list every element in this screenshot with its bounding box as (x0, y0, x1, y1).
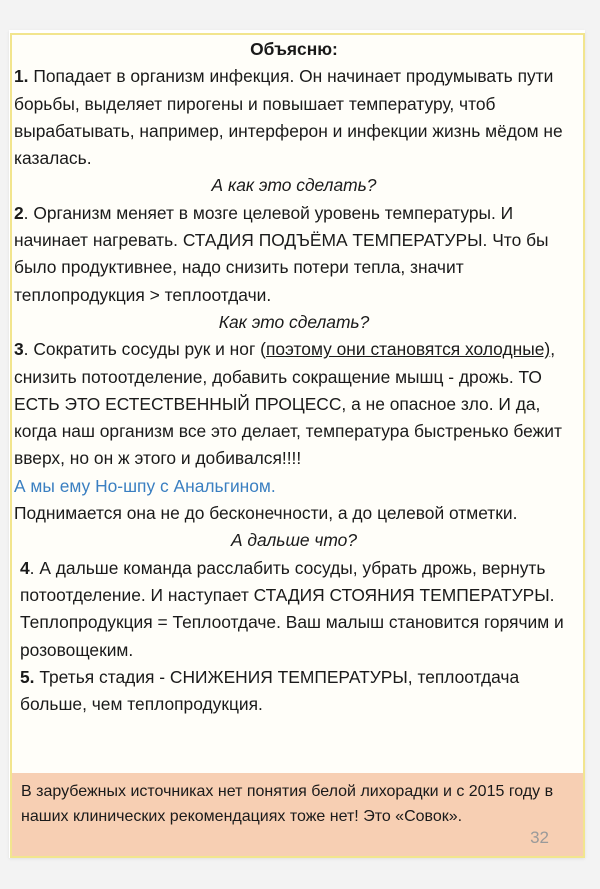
question-1: А как это сделать? (211, 175, 377, 196)
item-number-4: 4 (20, 557, 30, 578)
item-number-3: 3 (14, 339, 24, 360)
paragraph-3-text-b: , снизить потоотделение, добавить сокращение мышц - дрожь. ТО ЕСТЬ ЭТО ЕСТЕСТВЕННЫЙ ПРОЦЕСС, а не опасное зло. И да, когда наш организм все это делает, температура быстренько бежит вверх, но он ж этого и добивался!!!! (14, 339, 562, 469)
footer-note (12, 773, 583, 856)
blue-remark: А мы ему Но-шпу с Анальгином. (14, 475, 276, 496)
paragraph-3 (14, 336, 574, 472)
paragraph-2-text: . Организм меняет в мозге целевой уровень температуры. И начинает нагревать. СТАДИЯ ПОДЪЁМА ТЕМПЕРАТУРЫ. Что бы было продуктивнее, надо снизить потери тепла, значит теплопродукция > теплоотдачи. (14, 202, 549, 305)
question-2: Как это сделать? (218, 311, 370, 332)
paragraph-target: Поднимается она не до бесконечности, а до целевой отметки. (14, 503, 518, 524)
paragraph-5-text: Третья стадия - СНИЖЕНИЯ ТЕМПЕРАТУРЫ, теплоотдача больше, чем теплопродукция. (20, 666, 520, 715)
paragraph-1 (14, 63, 574, 172)
footer-note-text: В зарубежных источниках нет понятия белой лихорадки и с 2015 году в наших клинических рекомендациях тоже нет! Это «Совок». (21, 783, 554, 825)
item-number-2: 2 (14, 202, 24, 223)
paragraph-5 (14, 664, 574, 719)
item-number-5: 5. (20, 666, 35, 687)
paragraph-4-text: . А дальше команда расслабить сосуды, убрать дрожь, вернуть потоотделение. И наступает СТАДИЯ СТОЯНИЯ ТЕМПЕРАТУРЫ. Теплопродукция = Теплоотдаче. Ваш малыш становится горячим и розовощеким. (20, 557, 564, 660)
question-3: А дальше что? (230, 530, 358, 551)
page-number: 32 (530, 827, 549, 847)
paragraph-1-text: Попадает в организм инфекция. Он начинает продумывать пути борьбы, выделяет пирогены и повышает температуру, чтоб вырабатывать, например, интерферон и инфекции жизнь мёдом не казалась. (14, 66, 563, 169)
paragraph-3-text-a: . Сократить сосуды рук и ног ( (23, 339, 266, 360)
slide-content (14, 36, 574, 718)
paragraph-3-underlined: поэтому они становятся холодные) (265, 339, 551, 360)
paragraph-2 (14, 200, 574, 309)
slide-title: Объясню: (250, 39, 338, 59)
item-number-1: 1. (14, 66, 29, 87)
paragraph-4 (14, 555, 574, 664)
